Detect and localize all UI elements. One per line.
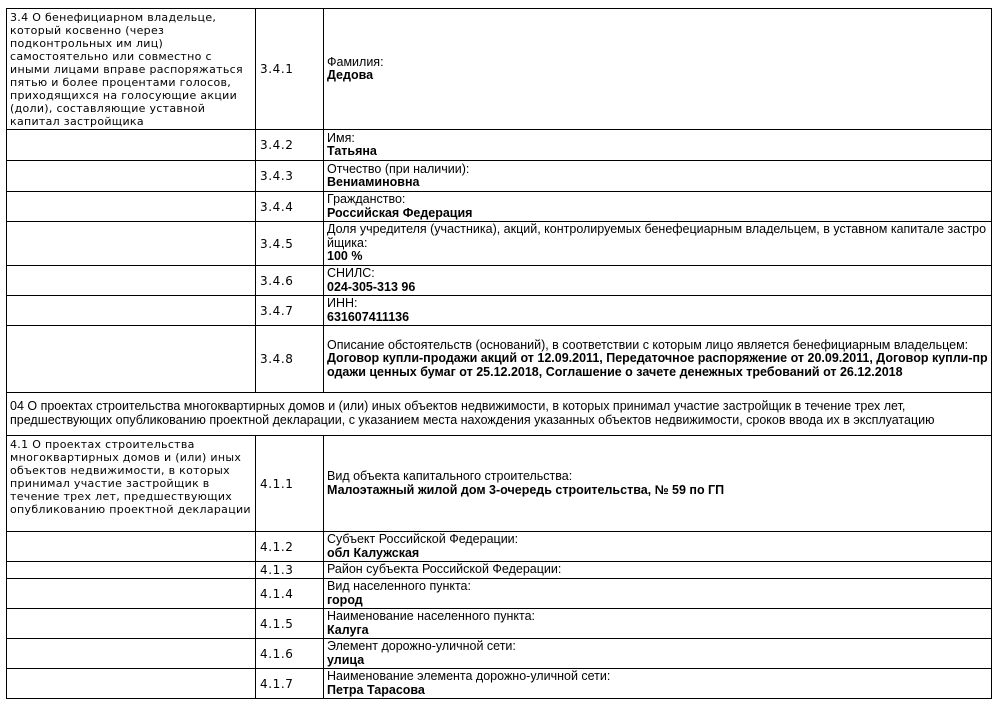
project-declaration-table [6,8,992,699]
table-row [7,192,992,222]
field-label: Субъект Российской Федерации: [327,532,519,546]
field-value: Договор купли-продажи акций от 12.09.2011, Передаточное распоряжение от 20.09.2011, Договор купли-продажи ценных бумаг от 25.12.2018, Соглашение о зачете денежных требований от 26.12.2018 [327,351,988,379]
field-value: Татьяна [327,144,377,158]
field-cell [324,266,992,296]
table-row [7,562,992,579]
field-cell [324,609,992,639]
field-label: Вид объекта капитального строительства: [327,469,573,483]
row-number: 3.4.4 [256,192,324,222]
table-row [7,579,992,609]
field-label: Имя: [327,130,355,145]
field-value: Малоэтажный жилой дом 3-очередь строительства, № 59 по ГП [327,482,725,497]
table-row [7,669,992,699]
empty-cell [7,609,256,639]
field-label: ИНН: [327,296,358,310]
table-row [7,326,992,393]
table-row [7,393,992,436]
field-cell [324,296,992,326]
row-number: 3.4.8 [256,326,324,393]
empty-cell [7,161,256,192]
field-label: Доля учредителя (участника), акций, контролируемых бенефециарным владельцем, в уставном капитале застройщика: [327,222,987,250]
field-label: Вид населенного пункта: [327,579,471,593]
field-label: Фамилия: [327,54,384,69]
row-number: 3.4.7 [256,296,324,326]
empty-cell [7,579,256,609]
empty-cell [7,266,256,296]
row-number: 4.1.5 [256,609,324,639]
field-value: город [327,592,363,607]
field-cell [324,192,992,222]
field-cell [324,326,992,393]
field-value: Калуга [327,622,369,637]
section-3-4-description: 3.4 О бенефициарном владельце, который косвенно (через подконтрольных им лиц) самостоятельно или совместно с иными лицами вправе распоряжаться пятью и более процентами голосов, приходящихся на голосующие акции (доли), составляющие уставной капитал застройщика [7,9,256,130]
row-number: 3.4.5 [256,222,324,266]
section-4-1-description: 4.1 О проектах строительства многоквартирных домов и (или) иных объектов недвижимости, в которых принимал участие застройщик в течение трех лет, предшествующих опубликованию проектной декларации [7,436,256,532]
empty-cell [7,669,256,699]
field-cell [324,436,992,532]
field-cell [324,639,992,669]
table-row [7,296,992,326]
table-row [7,532,992,562]
table-row [7,9,992,130]
empty-cell [7,296,256,326]
field-label: Наименование элемента дорожно-уличной сети: [327,669,611,683]
row-number: 3.4.3 [256,161,324,192]
field-label: Наименование населенного пункта: [327,609,536,623]
section-04-header: 04 О проектах строительства многоквартирных домов и (или) иных объектов недвижимости, в которых принимал участие застройщик в течение трех лет, предшествующих опубликованию проектной декларации, с указанием места нахождения указанных объектов недвижимости, сроков ввода их в эксплуатацию [7,393,992,436]
row-number: 4.1.2 [256,532,324,562]
row-number: 3.4.6 [256,266,324,296]
field-cell [324,222,992,266]
row-number: 3.4.1 [256,9,324,130]
field-label: Район субъекта Российской Федерации: [327,562,562,577]
field-value: 024-305-313 96 [327,279,416,294]
empty-cell [7,326,256,393]
field-label: Описание обстоятельств (оснований), в соответствии с которым лицо является бенефициарным владельцем: [327,337,969,352]
empty-cell [7,222,256,266]
field-cell [324,669,992,699]
field-value: Петра Тарасова [327,682,425,697]
row-number: 4.1.4 [256,579,324,609]
row-number: 4.1.7 [256,669,324,699]
row-number: 4.1.1 [256,436,324,532]
field-value: обл Калужская [327,545,420,560]
field-value: Вениаминовна [327,175,420,189]
field-cell [324,130,992,161]
row-number: 4.1.3 [256,562,324,579]
field-value: Российская Федерация [327,205,473,220]
row-number: 4.1.6 [256,639,324,669]
row-number: 3.4.2 [256,130,324,161]
field-value: улица [327,652,365,667]
field-cell [324,161,992,192]
field-label: СНИЛС: [327,266,375,280]
table-row [7,436,992,532]
table-row [7,222,992,266]
field-label: Гражданство: [327,192,406,206]
field-value: 631607411136 [327,309,410,324]
table-row [7,161,992,192]
empty-cell [7,192,256,222]
field-cell [324,579,992,609]
empty-cell [7,562,256,579]
table-row [7,266,992,296]
field-label: Элемент дорожно-уличной сети: [327,639,516,653]
table-row [7,639,992,669]
field-cell [324,532,992,562]
field-value: Дедова [327,68,374,82]
field-cell [324,9,992,130]
table-row [7,609,992,639]
empty-cell [7,130,256,161]
empty-cell [7,532,256,562]
field-value: 100 % [327,249,363,264]
field-cell [324,562,992,579]
empty-cell [7,639,256,669]
table-row [7,130,992,161]
field-label: Отчество (при наличии): [327,161,470,176]
